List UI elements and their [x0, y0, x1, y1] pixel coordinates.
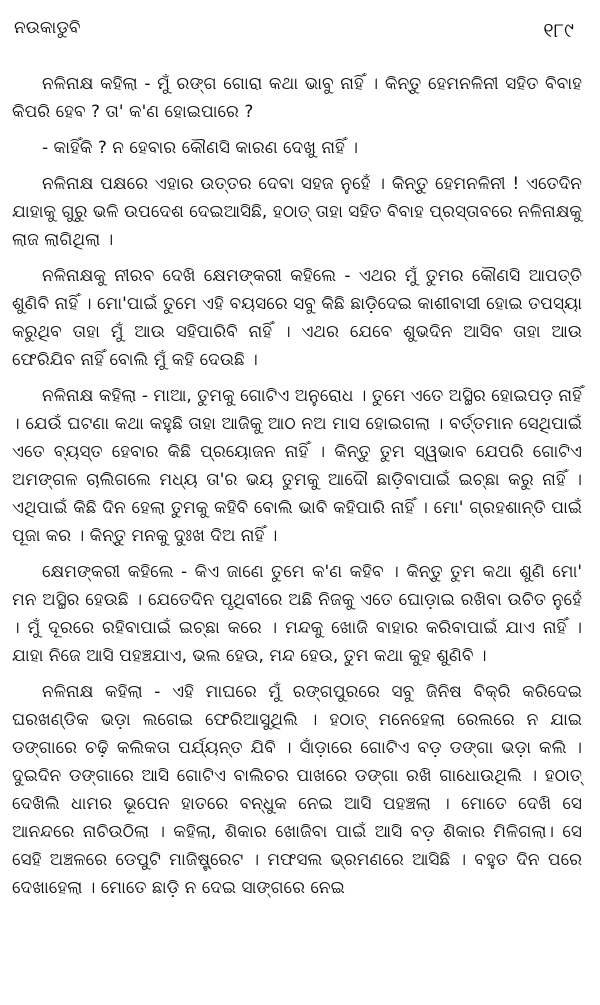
- paragraph: ନଳିନାକ୍ଷ କହିଲା - ଏହି ମାଘରେ ମୁଁ ରଙ୍ଗପୁରରେ ସବୁ ଜିନିଷ ବିକ୍ରି କରିଦେଇ ଘରଖଣ୍ଡିକ ଭଡ଼ା ଲଗେଇ ଫେରିଆସୁଥିଲି । ହଠାତ୍ ମନେହେଲା ରେଲରେ ନ ଯାଇ ଡଙ୍ଗାରେ ଚଢ଼ି କଲିକତା ପର୍ଯ୍ୟନ୍ତ ଯିବି । ସାଁଡ଼ାରେ ଗୋଟିଏ ବଡ଼ ଡଙ୍ଗା ଭଡ଼ା କଲି । ଦୁଇଦିନ ଡଙ୍ଗାରେ ଆସି ଗୋଟିଏ ବାଲିଚର ପାଖରେ ଡଙ୍ଗା ରଖି ଗାଧୋଉଥିଲି । ହଠାତ୍ ଦେଖିଲି ଧାମର ଭୂପେନ ହାତରେ ବନ୍ଧୁକ ନେଇ ଆସି ପହଞ୍ଚଲା । ମୋତେ ଦେଖି ସେ ଆନନ୍ଦରେ ନାଚିଉଠିଲା । କହିଲା, ଶିକାର ଖୋଜିବା ପାଇଁ ଆସି ବଡ଼ ଶିକାର ମିଳିଗଲା। ସେ ସେହି ଅଞ୍ଚଳରେ ଡେପୁଟି ମାଜିଷ୍ଟ୍ରେଟ । ମଫସଲ ଭ୍ରମଣରେ ଆସିଛି । ବହୁତ ଦିନ ପରେ ଦେଖାହେଲା । ମୋତେ ଛାଡ଼ି ନ ଦେଇ ସାଙ୍ଗରେ ନେଇ: [12, 682, 582, 898]
- paragraph: ନଳିନାକ୍ଷ କହିଲା - ମାଆ, ତୁମକୁ ଗୋଟିଏ ଅନୁରୋଧ । ତୁମେ ଏତେ ଅସ୍ଥିର ହୋଇପଡ଼ ନାହିଁ । ଯେଉଁ ଘଟଣା କଥା କହୁଛି ତାହା ଆଜିକୁ ଆଠ ନଅ ମାସ ହୋଇଗଲା । ବର୍ତ୍ତମାନ ସେଥିପାଇଁ ଏତେ ବ୍ୟସ୍ତ ହେବାର କିଛି ପ୍ରୟୋଜନ ନାହିଁ । କିନ୍ତୁ ତୁମ ସ୍ୱଭାବ ଯେପରି ଗୋଟିଏ ଅମଙ୍ଗଳ ଚାଲିଗଲେ ମଧ୍ୟ ତା'ର ଭୟ ତୁମକୁ ଆଦୌ ଛାଡ଼ିବାପାଇଁ ଇଚ୍ଛା କରୁ ନାହିଁ । ଏଥିପାଇଁ କିଛି ଦିନ ହେଲା ତୁମକୁ କହିବି ବୋଲି ଭାବି କହିପାରି ନାହିଁ । ମୋ' ଗ୍ରହଶାନ୍ତି ପାଇଁ ପୂଜା କର । କିନ୍ତୁ ମନକୁ ଦୁଃଖ ଦିଅ ନାହିଁ ।: [12, 386, 582, 546]
- page-number: ୧୮୯: [543, 18, 574, 42]
- paragraph: ନଳିନାକ୍ଷକୁ ନୀରବ ଦେଖି କ୍ଷେମଙ୍କରୀ କହିଲେ - ଏଥର ମୁଁ ତୁମର କୌଣସି ଆପତ୍ତି ଶୁଣିବି ନାହିଁ । ମୋ'ପାଇଁ ତୁମେ ଏହି ବୟସରେ ସବୁ କିଛି ଛାଡ଼ିଦେଇ କାଶୀବାସୀ ହୋଇ ତପସ୍ୟା କରୁଥିବ ତାହା ମୁଁ ଆଉ ସହିପାରିବି ନାହିଁ । ଏଥର ଯେବେ ଶୁଭଦିନ ଆସିବ ତାହା ଆଉ ଫେରିଯିବ ନାହିଁ ବୋଲି ମୁଁ କହି ଦେଉଛି ।: [12, 266, 582, 370]
- paragraph: କ୍ଷେମଙ୍କରୀ କହିଲେ - କିଏ ଜାଣେ ତୁମେ କ'ଣ କହିବ । କିନ୍ତୁ ତୁମ କଥା ଶୁଣି ମୋ' ମନ ଅସ୍ଥିର ହେଉଛି । ଯେତେଦିନ ପୃଥିବୀରେ ଅଛି ନିଜକୁ ଏତେ ଘୋଡ଼ାଇ ରଖିବା ଉଚିତ ନୁହେଁ । ମୁଁ ଦୂରରେ ରହିବାପାଇଁ ଇଚ୍ଛା କରେ । ମନ୍ଦକୁ ଖୋଜି ବାହାର କରିବାପାଇଁ ଯାଏ ନାହିଁ । ଯାହା ନିଜେ ଆସି ପହଞ୍ଚଯାଏ, ଭଲ ହେଉ, ମନ୍ଦ ହେଉ, ତୁମ କଥା କୁହ ଶୁଣିବି ।: [12, 562, 582, 666]
- running-title: ନଉକାଡୁବି: [14, 18, 81, 38]
- page-header: [12, 18, 582, 70]
- body-text: [12, 70, 582, 902]
- paragraph: - କାହିଁକି ? ନ ହେବାର କୌଣସି କାରଣ ଦେଖୁ ନାହିଁ ।: [42, 138, 358, 158]
- paragraph: ନଳିନାକ୍ଷ ପକ୍ଷରେ ଏହାର ଉତ୍ତର ଦେବା ସହଜ ନୁହେଁ । କିନ୍ତୁ ହେମନଳିନୀ ! ଏତେଦିନ ଯାହାକୁ ଗୁରୁ ଭଳି ଉପଦେଶ ଦେଇଆସିଛି, ହଠାତ୍ ତାହା ସହିତ ବିବାହ ପ୍ରସ୍ତାବରେ ନଳିନାକ୍ଷକୁ ଲାଜ ଲାଗିଥିଲା ।: [12, 174, 582, 250]
- paragraph: ନଳିନାକ୍ଷ କହିଲା - ମୁଁ ରଙ୍ଗ ଗୋରା କଥା ଭାବୁ ନାହିଁ । କିନ୍ତୁ ହେମନଳିନୀ ସହିତ ବିବାହ କିପରି ହେବ ? ତା' କ'ଣ ହୋଇପାରେ ?: [12, 74, 582, 122]
